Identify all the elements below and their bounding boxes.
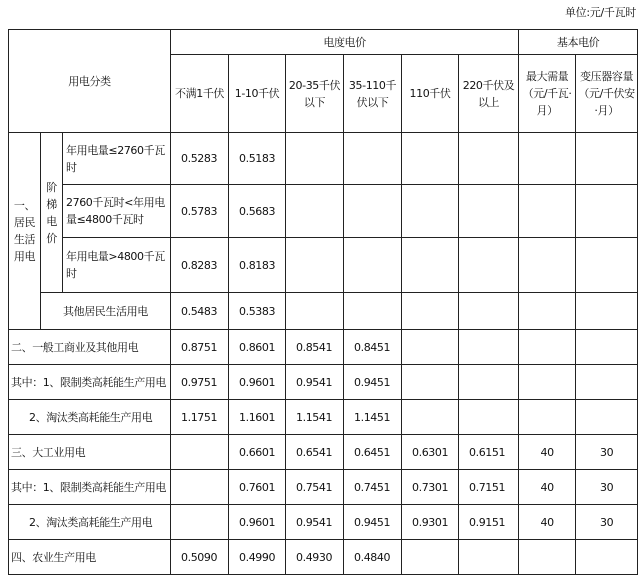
row-3-1-value-3: 0.7451 (344, 470, 402, 505)
row-2-1-name: 其中：1、限制类高耗能生产用电 (9, 365, 171, 400)
row-3-1-value-5: 0.7151 (459, 470, 519, 505)
row-3-max-demand: 40 (519, 435, 576, 470)
row-3-2-name: 2、淘汰类高耗能生产用电 (9, 505, 171, 540)
tier-2-value-0: 0.5783 (171, 185, 229, 238)
row-3-name: 三、大工业用电 (9, 435, 171, 470)
unit-note: 单位:元/千瓦时 (564, 6, 636, 19)
residential-other-value-0: 0.5483 (171, 293, 229, 330)
header-voltage-5: 220千伏及以上 (459, 55, 519, 133)
row-4-value-2: 0.4930 (286, 540, 344, 575)
row-4-value-3: 0.4840 (344, 540, 402, 575)
tier-2-name: 2760千瓦时<年用电量≤4800千瓦时 (63, 185, 171, 238)
tier-price-label: 阶梯电价 (41, 133, 63, 293)
row-4-value-4 (402, 540, 459, 575)
row-2-2-value-4 (402, 400, 459, 435)
row-4-value-5 (459, 540, 519, 575)
row-2-2-capacity (576, 400, 638, 435)
row-2-1-value-5 (459, 365, 519, 400)
header-category: 用电分类 (9, 30, 171, 133)
row-4-max-demand (519, 540, 576, 575)
header-max-demand: 最大需量（元/千瓦·月） (519, 55, 576, 133)
residential-other-name: 其他居民生活用电 (41, 293, 171, 330)
row-2-capacity (576, 330, 638, 365)
header-voltage-0: 不满1千伏 (171, 55, 229, 133)
row-3-1-value-4: 0.7301 (402, 470, 459, 505)
row-3-2-value-1: 0.9601 (229, 505, 286, 540)
row-3-value-3: 0.6451 (344, 435, 402, 470)
residential-other-value-1: 0.5383 (229, 293, 286, 330)
row-4-name: 四、农业生产用电 (9, 540, 171, 575)
row-2-value-0: 0.8751 (171, 330, 229, 365)
row-3-2-value-0 (171, 505, 229, 540)
row-2-name: 二、一般工商业及其他用电 (9, 330, 171, 365)
row-3-2-max-demand: 40 (519, 505, 576, 540)
electricity-tariff-table (8, 29, 638, 575)
tier-3-name: 年用电量>4800千瓦时 (63, 238, 171, 293)
row-3-1-max-demand: 40 (519, 470, 576, 505)
row-2-value-1: 0.8601 (229, 330, 286, 365)
row-2-2-max-demand (519, 400, 576, 435)
tier-3-value-1: 0.8183 (229, 238, 286, 293)
row-3-1-value-0 (171, 470, 229, 505)
row-2-1-max-demand (519, 365, 576, 400)
header-voltage-2: 20-35千伏以下 (286, 55, 344, 133)
row-3-1-value-1: 0.7601 (229, 470, 286, 505)
row-2-2-name: 2、淘汰类高耗能生产用电 (9, 400, 171, 435)
row-2-2-value-1: 1.1601 (229, 400, 286, 435)
row-2-1-value-2: 0.9541 (286, 365, 344, 400)
row-3-value-2: 0.6541 (286, 435, 344, 470)
residential-label: 一、居民生活用电 (9, 133, 41, 330)
tier-1-value-1: 0.5183 (229, 133, 286, 185)
row-2-2-value-2: 1.1541 (286, 400, 344, 435)
row-3-value-4: 0.6301 (402, 435, 459, 470)
header-voltage-3: 35-110千伏以下 (344, 55, 402, 133)
row-2-1-value-3: 0.9451 (344, 365, 402, 400)
row-2-2-value-3: 1.1451 (344, 400, 402, 435)
header-voltage-1: 1-10千伏 (229, 55, 286, 133)
header-voltage-4: 110千伏 (402, 55, 459, 133)
row-4-value-1: 0.4990 (229, 540, 286, 575)
header-basic-price: 基本电价 (519, 30, 638, 55)
row-4-capacity (576, 540, 638, 575)
row-2-value-2: 0.8541 (286, 330, 344, 365)
tier-2-value-1: 0.5683 (229, 185, 286, 238)
row-2-value-3: 0.8451 (344, 330, 402, 365)
row-3-value-5: 0.6151 (459, 435, 519, 470)
row-2-2-value-5 (459, 400, 519, 435)
tier-3-value-0: 0.8283 (171, 238, 229, 293)
row-3-1-name: 其中：1、限制类高耗能生产用电 (9, 470, 171, 505)
row-4-value-0: 0.5090 (171, 540, 229, 575)
tier-1-name: 年用电量≤2760千瓦时 (63, 133, 171, 185)
row-2-1-value-0: 0.9751 (171, 365, 229, 400)
row-3-2-capacity: 30 (576, 505, 638, 540)
row-2-1-value-1: 0.9601 (229, 365, 286, 400)
header-energy-price: 电度电价 (171, 30, 519, 55)
row-3-2-value-2: 0.9541 (286, 505, 344, 540)
row-2-value-5 (459, 330, 519, 365)
row-2-2-value-0: 1.1751 (171, 400, 229, 435)
header-transformer-capacity: 变压器容量（元/千伏安·月） (576, 55, 638, 133)
row-3-capacity: 30 (576, 435, 638, 470)
tier-1-value-0: 0.5283 (171, 133, 229, 185)
row-3-value-0 (171, 435, 229, 470)
row-3-2-value-5: 0.9151 (459, 505, 519, 540)
row-3-2-value-4: 0.9301 (402, 505, 459, 540)
row-3-1-value-2: 0.7541 (286, 470, 344, 505)
row-3-1-capacity: 30 (576, 470, 638, 505)
row-2-max-demand (519, 330, 576, 365)
row-3-value-1: 0.6601 (229, 435, 286, 470)
row-2-1-capacity (576, 365, 638, 400)
row-2-1-value-4 (402, 365, 459, 400)
row-2-value-4 (402, 330, 459, 365)
row-3-2-value-3: 0.9451 (344, 505, 402, 540)
